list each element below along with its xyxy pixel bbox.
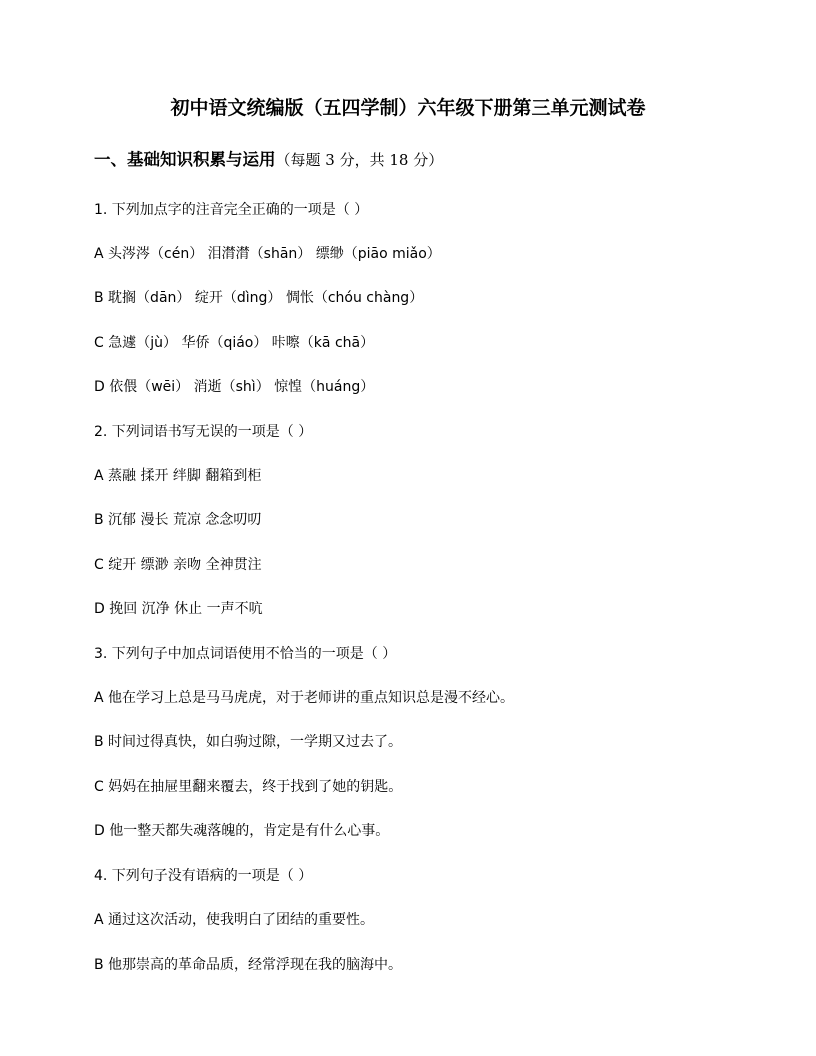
question-2-option-b: B 沉郁 漫长 荒凉 念念叨叨: [94, 512, 262, 528]
question-3-option-b: B 时间过得真快，如白驹过隙，一学期又过去了。: [94, 734, 403, 750]
document-title: 初中语文统编版（五四学制）六年级下册第三单元测试卷: [170, 97, 646, 119]
question-1: 1. 下列加点字的注音完全正确的一项是（ ）: [94, 202, 369, 218]
question-3-option-c: C 妈妈在抽屉里翻来覆去，终于找到了她的钥匙。: [94, 779, 403, 795]
section-heading: [94, 147, 443, 173]
question-2: 2. 下列词语书写无误的一项是（ ）: [94, 424, 313, 440]
section-heading-text: 一、基础知识积累与运用: [94, 150, 276, 169]
question-3-option-d: D 他一整天都失魂落魄的，肯定是有什么心事。: [94, 823, 390, 839]
question-4-option-b: B 他那崇高的革命品质，经常浮现在我的脑海中。: [94, 957, 403, 973]
question-2-option-c: C 绽开 缥渺 亲吻 全神贯注: [94, 557, 262, 573]
question-4-option-a: A 通过这次活动，使我明白了团结的重要性。: [94, 912, 375, 928]
question-3: 3. 下列句子中加点词语使用不恰当的一项是（ ）: [94, 646, 397, 662]
question-3-option-a: A 他在学习上总是马马虎虎，对于老师讲的重点知识总是漫不经心。: [94, 690, 515, 706]
section-score-note: （每题 3 分，共 18 分）: [275, 151, 444, 169]
question-2-option-d: D 挽回 沉净 休止 一声不吭: [94, 601, 263, 617]
question-2-option-a: A 蒸融 揉开 绊脚 翻箱到柜: [94, 468, 262, 484]
question-4: 4. 下列句子没有语病的一项是（ ）: [94, 868, 313, 884]
question-1-option-b: B 耽搁（dān） 绽开（dìng） 惆怅（chóu chàng）: [94, 290, 424, 306]
question-1-option-a: A 头涔涔（cén） 泪潸潸（shān） 缥缈（piāo miǎo）: [94, 246, 441, 262]
question-1-option-c: C 急遽（jù） 华侨（qiáo） 咔嚓（kā chā）: [94, 335, 375, 351]
question-1-option-d: D 依偎（wēi） 消逝（shì） 惊惶（huáng）: [94, 379, 375, 395]
